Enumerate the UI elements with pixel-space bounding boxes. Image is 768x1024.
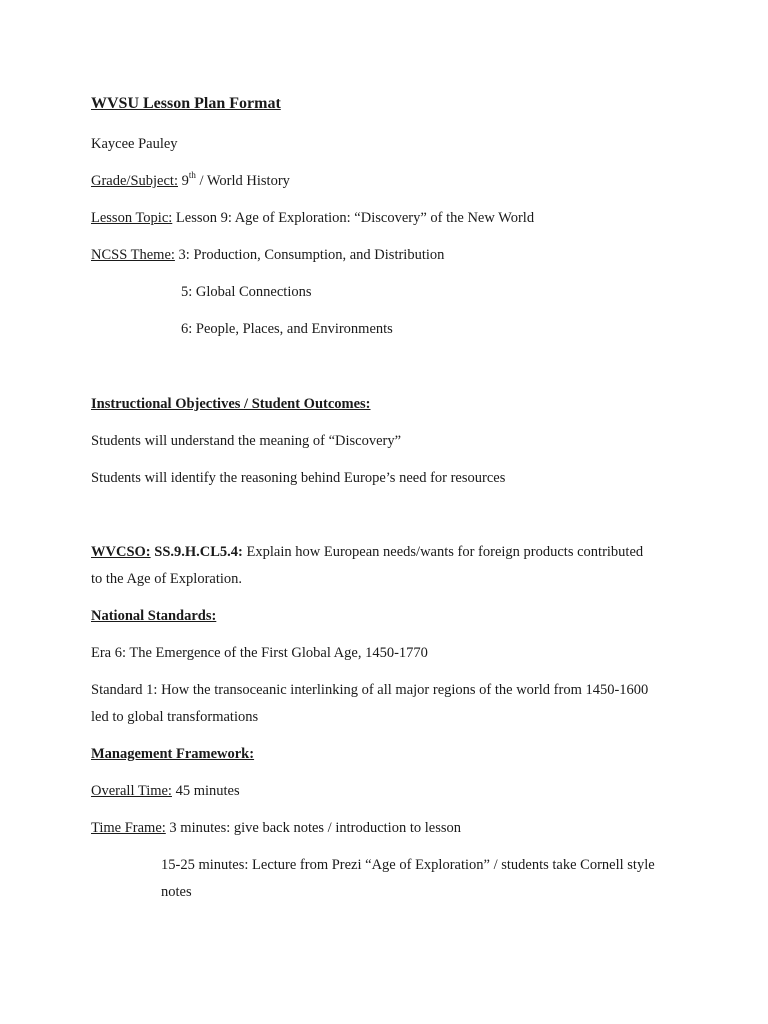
wvcso-label: WVCSO: (91, 544, 151, 560)
standard-line-continued: led to global transformations (91, 709, 259, 725)
topic-label: Lesson Topic: (91, 210, 173, 226)
grade-number: 9 (181, 173, 189, 189)
time-frame-line (91, 819, 461, 837)
ncss-theme-line (91, 246, 444, 264)
era-line: Era 6: The Emergence of the First Global Age, 1450-1770 (91, 645, 428, 661)
objective-item: Students will understand the meaning of “Discovery” (91, 433, 402, 449)
ncss-item: 5: Global Connections (181, 284, 312, 300)
objectives-heading: Instructional Objectives / Student Outcomes: (91, 396, 371, 412)
wvcso-text-continued: to the Age of Exploration. (91, 571, 243, 587)
subject-value: / World History (199, 173, 290, 189)
time-frame-item: 15-25 minutes: Lecture from Prezi “Age of Exploration” / students take Cornell style (161, 857, 655, 873)
time-frame-item-continued: notes (161, 884, 192, 900)
wvcso-line (91, 543, 643, 561)
document-title: WVSU Lesson Plan Format (91, 95, 281, 112)
time-frame-label: Time Frame: (91, 820, 166, 836)
ncss-item: 3: Production, Consumption, and Distribution (178, 247, 445, 263)
grade-label: Grade/Subject: (91, 173, 178, 189)
overall-time-value: 45 minutes (175, 783, 240, 799)
time-frame-value: 3 minutes: give back notes / introduction to lesson (169, 820, 461, 836)
management-framework-heading: Management Framework: (91, 746, 255, 762)
author-name: Kaycee Pauley (91, 136, 178, 152)
grade-suffix: th (188, 170, 196, 181)
ncss-item: 6: People, Places, and Environments (181, 321, 393, 337)
wvcso-text: Explain how European needs/wants for foreign products contributed (246, 544, 644, 560)
standard-line: Standard 1: How the transoceanic interlinking of all major regions of the world from 1450-1600 (91, 682, 649, 698)
objective-item: Students will identify the reasoning behind Europe’s need for resources (91, 470, 506, 486)
wvcso-code: SS.9.H.CL5.4: (154, 544, 243, 560)
overall-time-label: Overall Time: (91, 783, 172, 799)
ncss-label: NCSS Theme: (91, 247, 175, 263)
lesson-topic-line (91, 209, 534, 227)
grade-subject-line (91, 172, 290, 190)
topic-value: Lesson 9: Age of Exploration: “Discovery” of the New World (175, 210, 535, 226)
national-standards-heading: National Standards: (91, 608, 217, 624)
overall-time-line (91, 782, 240, 800)
